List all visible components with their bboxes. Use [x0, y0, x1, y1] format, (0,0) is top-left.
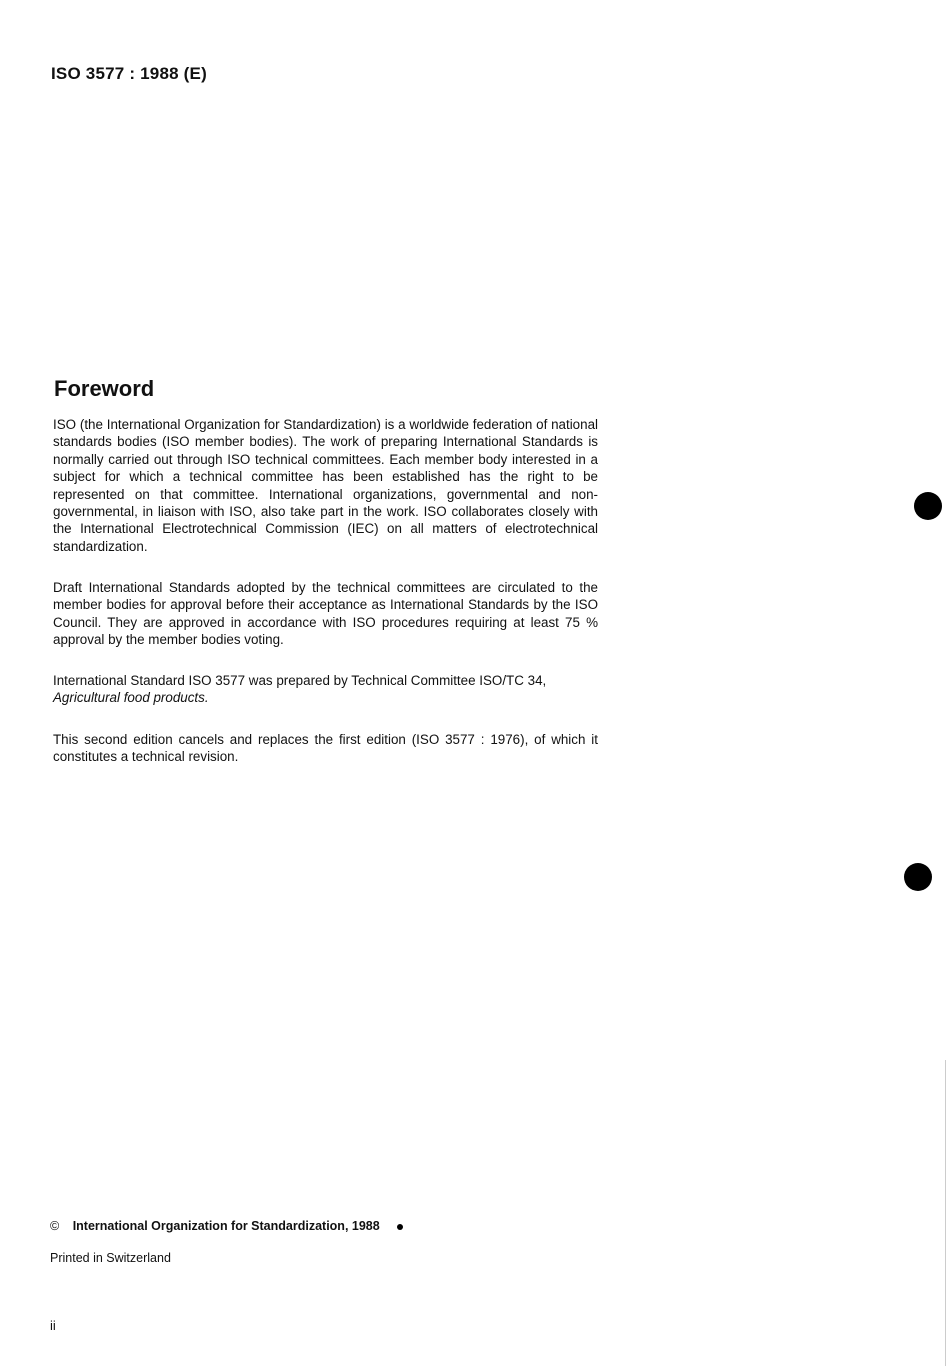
foreword-paragraph-4: This second edition cancels and replaces the first edition (ISO 3577 : 1976), of which it constitutes a technical revision.: [53, 732, 598, 765]
paragraph-3-text: International Standard ISO 3577 was prepared by Technical Committee ISO/TC 34,: [53, 673, 547, 688]
foreword-paragraph-1: ISO (the International Organization for Standardization) is a worldwide federation of national standards bodies (ISO member bodies). The work of preparing International Standards is normally carried out through ISO technical committees. Each member body interested in a subject for which a technical committee has been established has the right to be represented on that committee. International organizations, governmental and non-governmental, in liaison with ISO, also take part in the work. ISO collaborates closely with the International Electrotechnical Commission (IEC) on all matters of electrotechnical standardization.: [53, 417, 598, 554]
scan-edge-line: [945, 1060, 946, 1366]
printed-location: Printed in Switzerland: [50, 1251, 171, 1265]
foreword-paragraph-3: [53, 672, 598, 707]
foreword-paragraph-2: Draft International Standards adopted by the technical committees are circulated to the member bodies for approval before their acceptance as International Standards by the ISO Council. They are approved in accordance with ISO procedures requiring at least 75 % approval by the member bodies voting.: [53, 580, 598, 648]
binding-hole-mark-2: [904, 863, 932, 891]
document-code: ISO 3577 : 1988 (E): [51, 64, 207, 83]
foreword-heading: Foreword: [54, 376, 155, 401]
page-number: ii: [50, 1318, 56, 1333]
copyright-line: [50, 1219, 403, 1233]
binding-hole-mark-1: [914, 492, 942, 520]
bullet-icon: [397, 1224, 403, 1230]
copyright-symbol: ©: [50, 1219, 60, 1233]
committee-name: Agricultural food products.: [53, 690, 209, 706]
copyright-text: International Organization for Standardization, 1988: [72, 1219, 380, 1233]
